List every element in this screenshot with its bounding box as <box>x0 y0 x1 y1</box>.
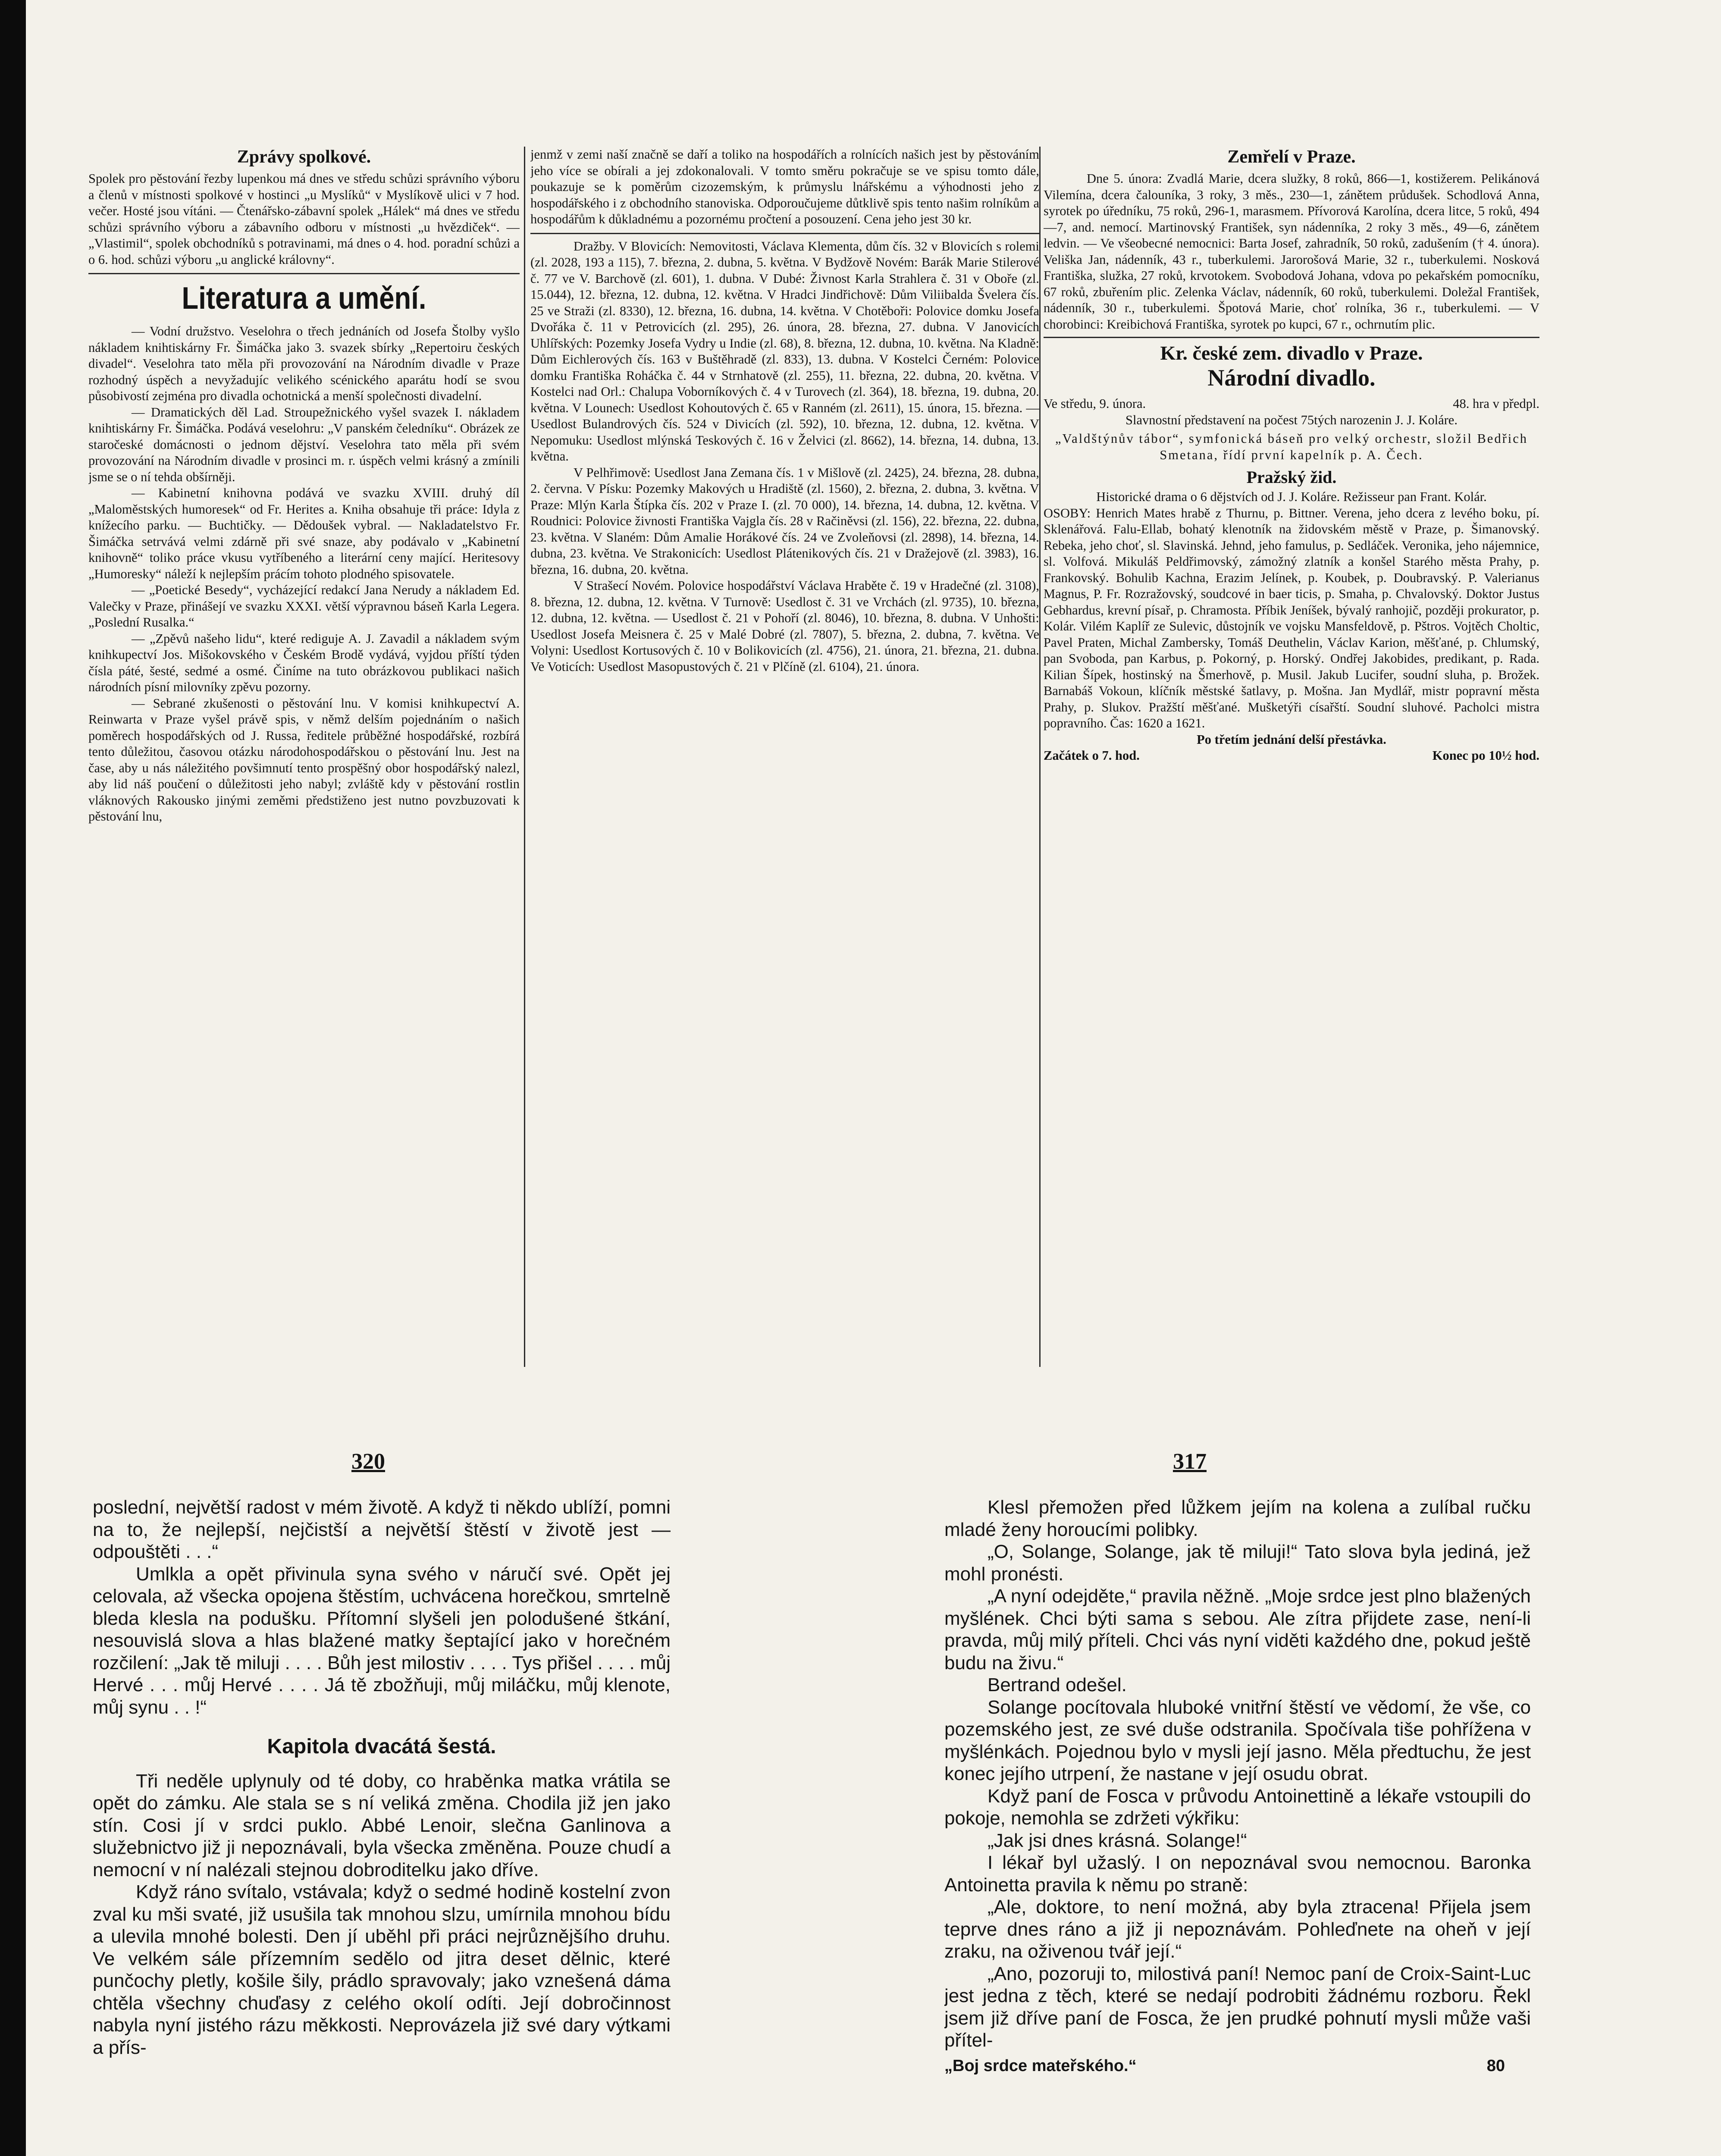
heading-theatre: Kr. české zem. divadlo v Praze. <box>1044 337 1539 365</box>
paragraph: „Ale, doktore, to není možná, aby byla ztracena! Přijela jsem teprve dnes ráno a již ji nepoznávám. Pohleďnete na oheň v její zraku, na oživenou tvář její.“ <box>944 1896 1531 1962</box>
column-rule <box>1039 147 1041 1367</box>
page-number-right: 317 <box>1173 1449 1207 1474</box>
paragraph: Solange pocítovala hluboké vnitřní štěstí ve vědomí, že vše, co pozemského jest, ze své duše odstranila. Spočívala tiše pohřížena v myšlénkách. Pojednou bylo v mysli její jasno. Měla předtuchu, že jest konec jejího utrpení, že nastane v její osudu obrat. <box>944 1696 1531 1784</box>
column-rule <box>524 147 525 1367</box>
heading-deaths: Zemřelí v Praze. <box>1227 147 1356 167</box>
footer-title: „Boj srdce mateřského.“ <box>944 2056 1137 2075</box>
page-footer <box>944 2055 1531 2078</box>
literature-item: — „Poetické Besedy“, vycházející redakcí Jana Nerudy a nákladem Ed. Valečky v Praze, přinášejí ve svazku XXXI. větší výpravnou báseň Karla Legera. „Poslední Rusalka.“ <box>88 583 520 630</box>
divider <box>530 233 1039 234</box>
program-note: „Valdštýnův tábor“, symfonická báseň pro velký orchestr, složil Bedřich Smetana, řídí první kapelník p. A. Čech. <box>1055 431 1528 462</box>
literature-item: — Dramatických děl Lad. Stroupežnického vyšel svazek I. nákladem knihtiskárny Fr. Šimáčka. Podává veselohru: „V panském čeledníku“. Obrázek ze staročeské domácnosti o jednom dějství. Veselohra tato měla při svém provozování na Národním divadle v prosinci m. r. úspěch velmi krásný a zmínili jsme se o ní tehda obšírněji. <box>88 404 520 484</box>
play-title: Pražský žid. <box>1246 467 1337 487</box>
literature-item: — „Zpěvů našeho lidu“, které rediguje A. J. Zavadil a nákladem svým knihkupectví Jos. Mišokovského v Českém Brodě vydává, vyjdou příští týden čísla páté, šesté, sedmé a osmé. Činíme na tuto obrázkovou publikaci našich národních písní milovníky zpěvu pozorny. <box>88 631 520 694</box>
heading-literature: Literatura a umění. <box>182 281 426 316</box>
literature-item: — Sebrané zkušenosti o pěstování lnu. V komisi knihkupectví A. Reinwarta v Praze vyšel právě spis, v němž delším pojednáním o našich poměrech hospodářských od J. Russa, ředitele průběžné hospodářské, rozbírá tento důležitou, časovou otázku národohospodářskou o pěstování lnu. Jest na čase, aby u nás náležitého povšimnutí tento prospěšný obor hospodářský nalezl, aby lid náš poučení o důležitosti jeho nabyl; zvláště kdy v pěstování rostlin vláknových Rakousko jinými zeměmi předstiženo jest nutno povzbuzovati k pěstování lnu, <box>88 696 520 824</box>
paragraph: I lékař byl užaslý. I on nepoznával svou nemocnou. Baronka Antoinetta pravila k němu po straně: <box>944 1852 1531 1896</box>
start-end-row <box>1044 748 1539 764</box>
literature-item: — Vodní družstvo. Veselohra o třech jednáních od Josefa Štolby vyšlo nákladem knihtiskárny Fr. Šimáčka jako 3. svazek sbírky „Repertoiru českých divadel“. Veselohra tato měla při provozování na Národním divadle v Praze rozhodný úspěch a nevyžadujíc velikého scénického aparátu hodí se svou působivostí zejména pro divadla ochotnická a menší společnosti divadelní. <box>88 324 520 403</box>
auctions-text: Dražby. V Blovicích: Nemovitosti, Václava Klementa, dům čís. 32 v Blovicích s rolemi (zl. 2028, 193 a 115), 7. března, 2. dubna, 5. května. V Bydžově Novém: Barák Marie Stilerové č. 77 ve V. Barchově (zl. 601), 1. dubna. V Dubé: Živnost Karla Strahlera č. 31 v Oboře (zl. 15.044), 12. března, 12. dubna, 12. května. V Hradci Jindřichově: Dům Viliibalda Švelera čís. 25 ve Straži (zl. 8330), 12. března, 16. dubna, 14. května. V Chotěboři: Polovice domku Josefa Dvořáka č. 11 v Petrovicích (zl. 295), 26. února, 28. března, 27. dubna. V Janovicích Uhlířských: Pozemky Josefa Vydry u Indie (zl. 68), 8. března, 12. dubna, 10. května. Na Kladně: Dům Eichlerových čís. 163 v Buštěhradě (zl. 833), 13. dubna. V Kostelci Černém: Polovice domku Františka Roháčka č. 44 v Strnhatově (zl. 255), 11. března, 22. dubna, 20. května. V Kostelci nad Orl.: Chalupa Voborníkových č. 4 v Turovech (zl. 364), 18. března, 19. dubna, 20. května. V Lounech: Usedlost Kohoutových č. 65 v Ranném (zl. 2611), 15. února, 15. března. — Usedlost Bulandrových čís. 524 v Divicích (zl. 592), 10. března, 12. dubna, 12. května. V Nepomuku: Usedlost mlýnská Teskových č. 16 v Želvici (zl. 8662), 14. března, 14. dubna, 13. května. <box>530 238 1039 464</box>
play-description: Historické drama o 6 dějstvích od J. J. Koláre. Režisseur pan Frant. Kolár. <box>1096 489 1487 504</box>
column-society-news <box>88 147 520 825</box>
page-edge-shadow <box>0 0 26 2156</box>
book-page-left <box>93 1496 671 2059</box>
performance-date-row <box>1044 396 1539 412</box>
heading-national-theatre: Národní divadlo. <box>1207 365 1376 391</box>
paragraph: „A nyní odejděte,“ pravila něžně. „Moje srdce jest plno blažených myšlének. Chci býti sama s sebou. Ale zítra přijdete zase, není-li pravda, můj milý příteli. Chci vás nyní viděti každého dne, pokud ještě budu na živu.“ <box>944 1586 1531 1673</box>
paragraph: poslední, největší radost v mém životě. A když ti někdo ublíží, pomni na to, že nejlepší, nejčistší a největší štěstí v životě jest — odpouštěti . . .“ <box>93 1497 671 1562</box>
performance-date: Ve středu, 9. února. <box>1044 396 1146 411</box>
paragraph: Bertrand odešel. <box>987 1674 1127 1695</box>
chapter-title: Kapitola dvacátá šestá. <box>267 1735 496 1758</box>
literature-continued: jenmž v zemi naší značně se daří a toliko na hospodářích a rolnících našich jest by pěstováním jeho více se obírali a jej zdokonalovali. V tomto směru pokračuje se ve spisu tomto dále, poukazuje se k poměrům cizozemským, k průmyslu lnářskému a výhodnosti jeho z hospodářského i z obchodního stanoviska. Odporoučujeme důtklivě spis tento našim rolníkům a hospodářům k důkladnému a pozornému pročtení a posouzení. Cena jeho jest 30 kr. <box>530 147 1039 226</box>
paragraph: „O, Solange, Solange, jak tě miluji!“ Tato slova byla jediná, jež mohl pronésti. <box>944 1541 1531 1585</box>
deaths-text: Dne 5. února: Zvadlá Marie, dcera služky, 8 roků, 866—1, kostižerem. Pelikánová Vilemína, dcera čalouníka, 3 roky, 3 měs., 230—1, zánětem průdušek. Schodlová Anna, syrotek po úředníku, 75 roků, 296-1, marasmem. Přívorová Karolína, dcera litce, 5 roků, 494—7, and. nemocí. Martinovský František, syn nádenníka, 2 roky 3 měs., 49—6, zánětem ledvin. — Ve všeobecné nemocnici: Barta Josef, zahradník, 50 roků, zadušením († 4. února). Veliška Jan, nádenník, 43 r., tuberkulemi. Jarorošová Marie, 32 r., tuberkulemi. Nosková Františka, služka, 27 roků, krvotokem. Svobodová Johana, vdova po pekařském pomocníku, 67 roků, zbuřením plic. Zelenka Václav, nádenník, 60 roků, tuberkulemi. Doležal František, nádenník, 30 r., tuberkulemi. Špotová Marie, choť rolníka, 36 r., tuberkulemi. — V chorobinci: Kreibichová Františka, syrotek po kupci, 67 r., ochrnutím plic. <box>1044 171 1539 332</box>
column-auctions <box>530 147 1039 675</box>
paragraph: Umlkla a opět přivinula syna svého v náručí své. Opět jej celovala, až všecka opojena štěstím, uchvácena horečkou, smrtelně bleda klesla na podušku. Přítomní slyšeli jen polodušené štkání, nesouvislá slova a hlas blažené matky šeptající jako v horečném rozčilení: „Jak tě miluji . . . . Bůh jest milostiv . . . . Tys přišel . . . . můj Hervé . . . můj Hervé . . . . Já tě zbožňuji, můj miláčku, můj klenote, můj synu . . !“ <box>93 1563 671 1718</box>
paragraph: „Jak jsi dnes krásná. Solange!“ <box>987 1830 1247 1851</box>
gala-note: Slavnostní představení na počest 75tých narozenin J. J. Koláre. <box>1125 412 1458 427</box>
divider <box>88 273 520 274</box>
paragraph: Když paní de Fosca v průvodu Antoinettině a lékaře vstoupili do pokoje, nemohla se zdržeti výkřiku: <box>944 1785 1531 1829</box>
book-page-right <box>944 1496 1531 2077</box>
column-deaths-theatre <box>1044 147 1539 764</box>
auctions-text: V Pelhřimově: Usedlost Jana Zemana čís. 1 v Mišlově (zl. 2425), 24. března, 28. dubna, 2. června. V Písku: Pozemky Makových u Hradiště (zl. 1560), 2. března, 2. dubna, 3. května. V Praze: Mlýn Karla Štípka čís. 202 v Praze I. (zl. 70 000), 14. března, 14. dubna, 12. května. V Roudnici: Polovice živnosti Františka Vajgla čís. 28 v Račiněvsi (zl. 156), 22. března, 22. dubna, 23. května. V Slaném: Dům Amalie Horákové čís. 24 ve Zvoleňovsi (zl. 2898), 14. března, 14. dubna, 23. května. Ve Strakonicích: Usedlost Plátenikových čís. 21 v Dražejově (zl. 3983), 16. března, 16. dubna, 20. května. <box>530 465 1039 577</box>
society-news-text: Spolek pro pěstování řezby lupenkou má dnes ve středu schůzi správního výboru a členů v místnosti spolkové v hostinci „u Myslíků“ v Myslíkově ulici v 7 hod. večer. Hosté jsou vítáni. — Čtenářsko-zábavní spolek „Hálek“ má dnes ve středu schůzi správního výboru a zábavního odboru v místnosti „u hvězdiček“. — „Vlastimil“, spolek obchodníků s potravinami, má dnes o 4. hod. poradní schůzi a o 6. hod. schůzi výboru „u anglické královny“. <box>88 171 520 267</box>
intermission-note: Po třetím jednání delší přestávka. <box>1197 732 1386 747</box>
page-number-left: 320 <box>351 1449 385 1474</box>
end-time: Konec po 10½ hod. <box>1432 748 1539 763</box>
literature-item: — Kabinetní knihovna podává ve svazku XVIII. druhý díl „Maloměstských humoresek“ od Fr. Herites a. Kniha obsahuje tři práce: Idyla z knížecího parku. — Buchtičky. — Dědoušek vybral. — Nakladatelstvo Fr. Šimáčka setrvává velmi zdárně při své snaze, aby podávalo v „Kabinetní knihovně“ toliko práce vkusu vytříbeného a literární ceny mající. Heritesovy „Humoresky“ náleží k nejlepším prácím tohoto plodného spisovatele. <box>88 486 520 581</box>
footer-signature-number: 80 <box>1486 2056 1505 2075</box>
start-time: Začátek o 7. hod. <box>1044 748 1140 763</box>
auctions-text: V Strašecí Novém. Polovice hospodářství Václava Hraběte č. 19 v Hradečné (zl. 3108), 8. března, 12. dubna, 12. května. V Turnově: Usedlost č. 31 ve Vrchách (zl. 9735), 10. března, 12. dubna, 12. května. — Usedlost č. 21 v Pohoří (zl. 8046), 10. března, 8. dubna. V Unhošti: Usedlost Josefa Meisnera č. 25 v Malé Dobré (zl. 7807), 5. března, 2. dubna, 7. května. Ve Volyni: Usedlost Kortusových č. 10 v Bolikovicích (zl. 4756), 21. února, 21. března, 21. dubna. Ve Voticích: Usedlost Masopustových č. 21 v Plčíně (zl. 6104), 21. února. <box>530 578 1039 674</box>
subscription-number: 48. hra v předpl. <box>1453 396 1539 411</box>
cast-list: OSOBY: Henrich Mates hrabě z Thurnu, p. Bittner. Verena, jeho dcera z levého boku, pí. Sklenářová. Falu-Ellab, bohatý klenotník na židovském městě v Praze, p. Šimanovský. Rebeka, jeho choť, sl. Slavinská. Jehnd, jeho famulus, p. Sedláček. Veronika, jeho nájemnice, sl. Volfová. Mikuláš Peldřimovský, zámožný zlatník a konšel Starého města Prahy, p. Frankovský. Bohulib Kachna, Erazim Jelínek, p. Koubek, p. Doubravský. P. Valerianus Magnus, P. Fr. Rozražovský, soudcové in baer ticis, p. Smaha, p. Chvalovský. Doktor Justus Gebhardus, krevní písař, p. Chramosta. Příbik Jeníšek, bývalý ranhojič, později prokurator, p. Kolár. Vilém Kaplíř ze Sulevic, důstojník ve vojsku Mansfeldově, p. Pštros. Vojtěch Choltic, Pavel Praten, Michal Zambersky, Tomáš Deuthelin, Václav Karion, měšťané, p. Chlumský, pan Svoboda, pan Karbus, p. Pokorný, p. Horský. Ondřej Jakobides, predikant, p. Rada. Kilian Šípek, hostinský na Šmerhově, p. Musil. Jakub Lucifer, soudní sluha, p. Brožek. Barnabáš Vokoun, klíčník městské šatlavy, p. Mošna. Jan Mydlář, mistr popravní města Prahy, p. Slukov. Pražští měšťané. Mušketýři císařští. Soudní sluhové. Pacholci mistra popravního. Čas: 1620 a 1621. <box>1044 505 1539 730</box>
paragraph: Klesl přemožen před lůžkem jejím na kolena a zulíbal ručku mladé ženy horoucími polibky. <box>944 1497 1531 1540</box>
heading-society-news: Zprávy spolkové. <box>237 147 371 167</box>
paragraph: Když ráno svítalo, vstávala; když o sedmé hodině kostelní zvon zval ku mši svaté, již usušila tak mnohou slzu, umírnila mnohou bídu a ulevila mnohé bolesti. Den jí uběhl při práci nejrůznějšího druhu. Ve velkém sále přízemním sedělo od jitra deset dělnic, které punčochy pletly, košile šily, prádlo spravovaly; jako vznešená dáma chtěla všechny chuďasy z celého okolí odíti. Její dobročinnost nabyla nyní jistého rázu měkkosti. Neprovázela již své dary výtkami a přís- <box>93 1881 671 2058</box>
paragraph: „Ano, pozoruji to, milostivá paní! Nemoc paní de Croix-Saint-Luc jest jedna z těch, které se nedají podrobiti žádnému rozboru. Řekl jsem již dříve paní de Fosca, že jen prudké pohnutí mysli může vaši přítel- <box>944 1963 1531 2051</box>
paragraph: Tři neděle uplynuly od té doby, co hraběnka matka vrátila se opět do zámku. Ale stala se s ní veliká změna. Chodila již jen jako stín. Cosi jí v srdci puklo. Abbé Lenoir, slečna Ganlinova a služebnictvo již ji nepoznávali, byla všecka změněna. Pouze chudí a nemocní v ní nalézali stejnou dobroditelku jako dříve. <box>93 1770 671 1880</box>
